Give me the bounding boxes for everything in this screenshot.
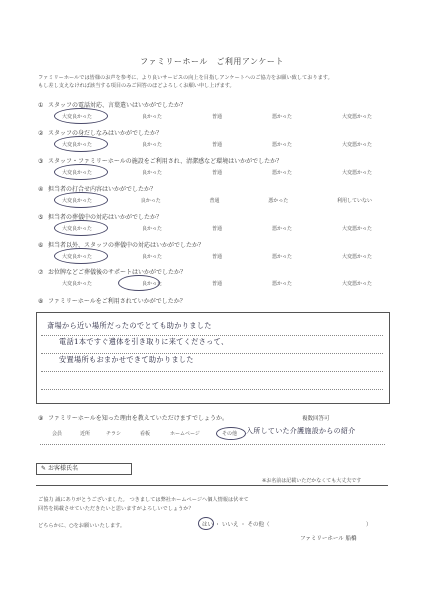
option[interactable]: 悪かった (271, 114, 292, 120)
option[interactable]: 悪かった (271, 281, 292, 287)
question-1: ① スタッフの電話対応、言葉遣いはいかがでしたか？ (38, 102, 187, 109)
option[interactable]: 大変良かった (62, 114, 93, 120)
option[interactable]: 悪かった (268, 198, 289, 204)
question-1-options (62, 113, 372, 120)
consent-options[interactable]: はい ・ いいえ ・ その他（ (202, 522, 270, 528)
q9-option-member[interactable]: 会員 (52, 431, 63, 437)
guide-line (41, 371, 383, 372)
pencil-icon: ✎ (41, 465, 47, 472)
option[interactable]: 大変悪かった (341, 142, 372, 148)
closing-line-2: 回答を掲載させていただきたいと思いますがよろしいでしょうか？ (38, 506, 194, 512)
q9-option-signboard[interactable]: 看板 (140, 431, 151, 437)
q9-option-homepage[interactable]: ホームページ (170, 431, 200, 437)
handwritten-comment-line-3: 安置場所もおまかせできて助かりました (59, 355, 194, 364)
consent-prompt: どちらかに、○をお願いいたします。 (38, 523, 126, 529)
question-5-options (62, 225, 372, 232)
question-4: ④ 担当者の打合せ内容はいかがでしたか？ (38, 186, 157, 193)
question-6-options (62, 253, 372, 260)
option[interactable]: 普通 (211, 226, 222, 232)
name-underline (36, 485, 388, 486)
q9-option-flyer[interactable]: チラシ (106, 431, 122, 437)
handwritten-comment-line-1: 斎場から近い場所だったのでとても助かりました (47, 321, 212, 330)
option[interactable]: 大変悪かった (341, 226, 372, 232)
option[interactable]: 良かった (141, 170, 162, 176)
closing-line-1: ご協力 誠にありがとうございました。 つきましては弊社ホームページへ個人情報は伏せて (38, 497, 249, 503)
question-3-options (62, 169, 372, 176)
handwritten-other-answer: 入所していた介護施設からの紹介 (246, 427, 356, 435)
q9-option-neighborhood[interactable]: 近所 (80, 431, 91, 437)
name-optional-note: ※お名前は記載いただかなくても大丈夫です (262, 478, 362, 484)
option[interactable]: 普通 (211, 254, 222, 260)
option[interactable]: 大変良かった (62, 281, 93, 287)
option[interactable]: 大変良かった (62, 226, 93, 232)
question-2-options (62, 141, 372, 148)
question-3: ③ スタッフ・ファミリーホールの施設をご利用され、清潔感など環境はいかがでしたか？ (38, 158, 283, 165)
consent-close: ） (366, 522, 372, 528)
option[interactable]: 大変良かった (62, 142, 93, 148)
intro-line-1: ファミリーホールでは皆様のお声を参考に、より良いサービスの向上を目指しアンケートへのご協力をお願い致しております。 (38, 75, 333, 81)
guide-line (41, 389, 383, 390)
option[interactable]: 良かった (141, 114, 162, 120)
option[interactable]: 大変良かった (62, 170, 93, 176)
option[interactable]: 悪かった (271, 254, 292, 260)
multiple-answer-note: 複数回答可 (302, 416, 330, 422)
customer-name-label: ✎ お客様氏名 (36, 463, 132, 475)
question-8: ⑧ ファミリーホールをご利用されていかがでしたか？ (38, 298, 186, 305)
option[interactable]: 良かった (141, 281, 162, 287)
guide-line (40, 444, 385, 445)
option[interactable]: 悪かった (271, 142, 292, 148)
question-5: ⑤ 担当者の葬儀中の対応はいかがでしたか？ (38, 214, 163, 221)
question-4-options (62, 197, 372, 204)
signature: ファミリーホール 船橋 (300, 536, 357, 542)
intro-line-2: もし差し支えなければ該当する項目のみご回答のほどよろしくお願い申し上げます。 (38, 83, 235, 89)
option[interactable]: 普通 (209, 198, 220, 204)
option[interactable]: 大変良かった (62, 198, 93, 204)
handwritten-comment-line-2: 電話1本ですぐ遺体を引き取りに来てくださって、 (59, 337, 229, 346)
option[interactable]: 大変悪かった (341, 114, 372, 120)
option[interactable]: 大変良かった (62, 254, 93, 260)
option[interactable]: 普通 (211, 281, 222, 287)
guide-line (41, 353, 383, 354)
option[interactable]: 普通 (211, 142, 222, 148)
option[interactable]: 大変悪かった (341, 281, 372, 287)
guide-line (41, 335, 383, 336)
survey-title: ファミリーホール ご利用アンケート (140, 57, 284, 66)
q9-option-other[interactable]: その他 (222, 431, 238, 437)
question-6: ⑥ 担当者以外、スタッフの葬儀中の対応はいかがでしたか？ (38, 242, 205, 249)
question-2: ② スタッフの身だしなみはいかがでしたか？ (38, 130, 163, 137)
option[interactable]: 普通 (211, 170, 222, 176)
intro-text (38, 74, 388, 90)
option[interactable]: 良かった (141, 226, 162, 232)
option[interactable]: 悪かった (271, 170, 292, 176)
question-7: ⑦ お位牌などご葬儀後のサポートはいかがでしたか？ (38, 269, 187, 276)
comment-box[interactable] (36, 312, 390, 404)
option[interactable]: 良かった (141, 254, 162, 260)
question-9: ⑨ ファミリーホールを知った理由を教えていただけますでしょうか。 (38, 415, 228, 422)
question-7-options (62, 280, 372, 287)
option[interactable]: 悪かった (271, 226, 292, 232)
option[interactable]: 利用していない (336, 198, 372, 204)
option[interactable]: 普通 (211, 114, 222, 120)
option[interactable]: 良かった (141, 142, 162, 148)
option[interactable]: 良かった (140, 198, 161, 204)
option[interactable]: 大変悪かった (341, 254, 372, 260)
option[interactable]: 大変悪かった (341, 170, 372, 176)
